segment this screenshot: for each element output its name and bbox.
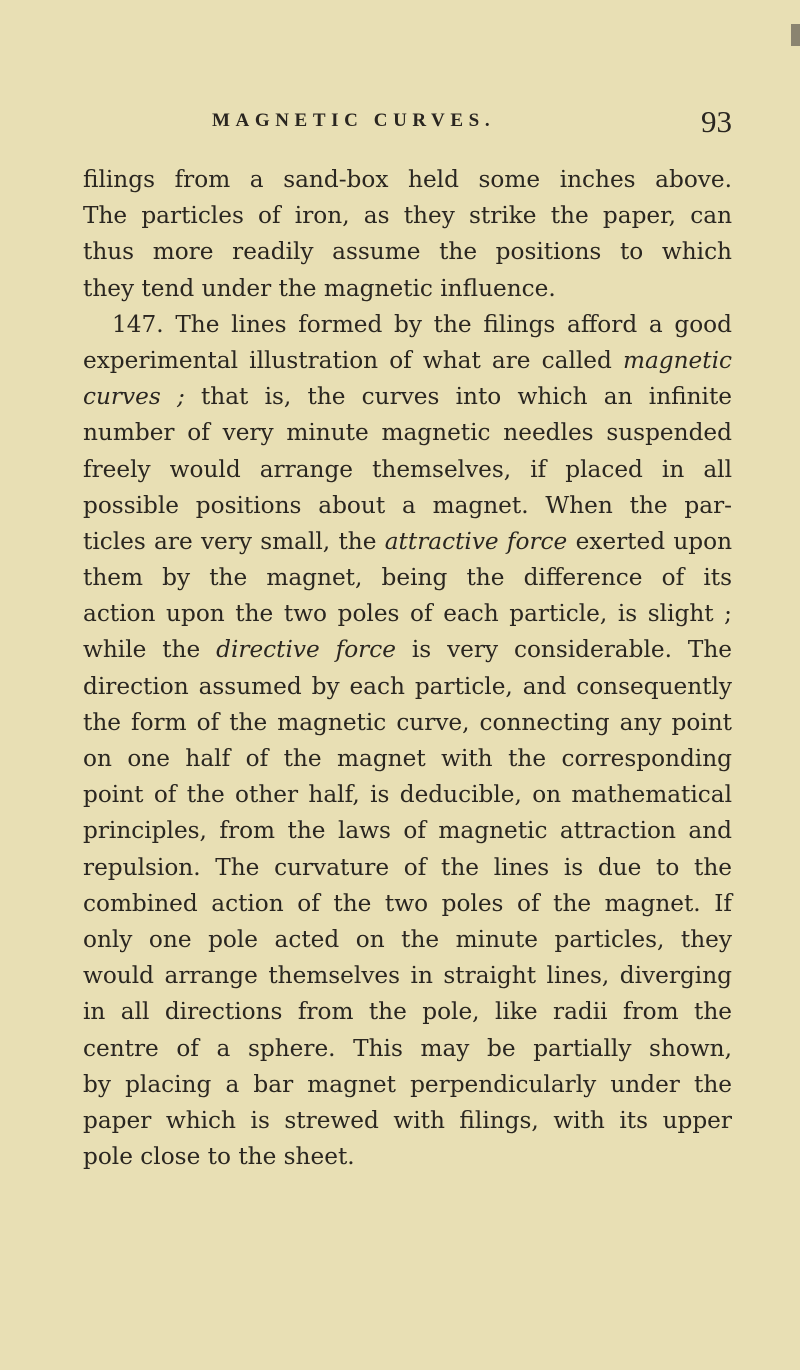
text-line <box>83 343 732 379</box>
page-edge-mark <box>791 24 800 46</box>
text-line: action upon the two poles of each particle, is slight ; <box>83 600 732 628</box>
text-line: principles, from the laws of magnetic attraction and <box>83 817 732 845</box>
body-text <box>83 162 732 1175</box>
text-line: paper which is strewed with filings, with its upper <box>83 1106 732 1134</box>
text-line: filings from a sand-box held some inches above. <box>83 166 732 193</box>
text-line: they tend under the magnetic influence. <box>83 274 556 302</box>
line-text: that is, the curves into which an infinite <box>200 383 732 411</box>
italic-term: curves ; <box>83 383 185 411</box>
line-text: experimental illustration of what are called <box>83 346 612 374</box>
text-line <box>83 632 732 668</box>
text-line: pole close to the sheet. <box>83 1143 355 1171</box>
italic-term: magnetic <box>622 346 732 374</box>
text-line: the form of the magnetic curve, connecting any point <box>83 708 732 736</box>
text-line: thus more readily assume the positions to which <box>83 238 732 266</box>
text-line-paragraph-start <box>83 307 732 343</box>
running-head: MAGNETIC CURVES. <box>212 110 496 131</box>
text-line: repulsion. The curvature of the lines is due to the <box>83 853 732 881</box>
line-text: is very considerable. The <box>411 636 733 664</box>
text-line: on one half of the magnet with the corresponding <box>83 745 732 772</box>
text-line: combined action of the two poles of the magnet. If <box>83 889 732 917</box>
text-line: in all directions from the pole, like radii from the <box>83 998 732 1026</box>
text-line: number of very minute magnetic needles suspended <box>83 419 732 447</box>
italic-term: directive force <box>216 636 396 664</box>
text-line: The particles of iron, as they strike the paper, can <box>83 202 732 230</box>
text-line: direction assumed by each particle, and consequently <box>83 672 732 700</box>
text-line: point of the other half, is deducible, on mathematical <box>83 781 732 809</box>
line-text: 147. The lines formed by the filings afford a good <box>112 310 732 338</box>
text-line: only one pole acted on the minute particles, they <box>83 925 732 953</box>
page-number: 93 <box>701 104 732 139</box>
text-line <box>83 379 732 415</box>
text-line <box>83 524 732 560</box>
line-text: while the <box>83 636 201 664</box>
text-line: by placing a bar magnet perpendicularly under the <box>83 1070 732 1098</box>
line-text: exerted upon <box>575 527 733 555</box>
text-line: possible positions about a magnet. When the par- <box>83 491 732 519</box>
page-header <box>212 104 732 140</box>
italic-term: attractive force <box>384 527 568 555</box>
text-line: freely would arrange themselves, if placed in all <box>83 455 732 483</box>
text-line: would arrange themselves in straight lines, diverging <box>83 962 732 990</box>
line-text: ticles are very small, the <box>83 527 377 555</box>
text-line: them by the magnet, being the difference of its <box>83 564 732 592</box>
text-line: centre of a sphere. This may be partially shown, <box>83 1034 732 1062</box>
